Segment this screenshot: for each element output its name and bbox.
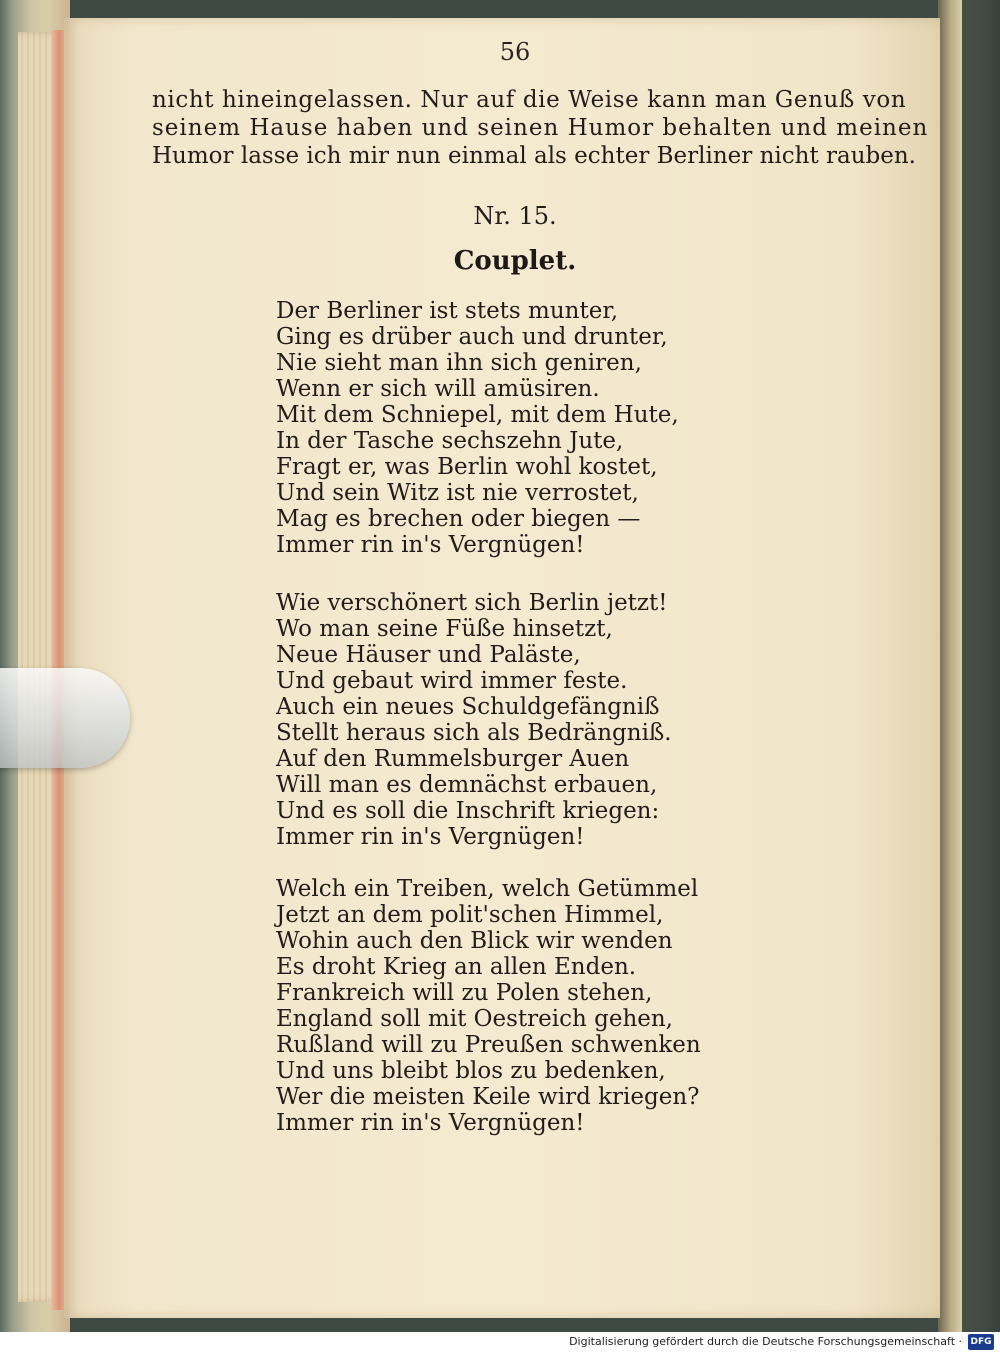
prose-line: nicht hineingelassen. Nur auf die Weise kann man Genuß von	[152, 87, 907, 113]
verse-line: Immer rin in's Vergnügen!	[276, 824, 585, 850]
verse-line: Und uns bleibt blos zu bedenken,	[276, 1058, 666, 1084]
verse-line: Wohin auch den Blick wir wenden	[276, 928, 673, 954]
verse-line: Neue Häuser und Paläste,	[276, 642, 581, 668]
verse-line: Welch ein Treiben, welch Getümmel	[276, 876, 699, 902]
prose-paragraph	[152, 86, 929, 170]
binding-shadow	[962, 0, 1000, 1332]
dfg-logo: DFG	[968, 1334, 994, 1350]
verse-line: England soll mit Oestreich gehen,	[276, 1006, 673, 1032]
verse-line: Wenn er sich will amüsiren.	[276, 376, 600, 402]
verse-line: Es droht Krieg an allen Enden.	[276, 954, 637, 980]
section-number: Nr. 15.	[473, 202, 557, 230]
verse-line: Mag es brechen oder biegen —	[276, 506, 641, 532]
verse-line: Jetzt an dem polit'schen Himmel,	[276, 902, 664, 928]
verse-line: Mit dem Schniepel, mit dem Hute,	[276, 402, 679, 428]
verse-line: Immer rin in's Vergnügen!	[276, 1110, 585, 1136]
verse-line: Ging es drüber auch und drunter,	[276, 324, 668, 350]
verse-line: Wie verschönert sich Berlin jetzt!	[276, 590, 668, 616]
page-number: 56	[499, 38, 531, 66]
attribution-footer	[0, 1332, 1000, 1354]
funding-notice: Digitalisierung gefördert durch die Deutsche Forschungsgemeinschaft ·	[569, 1335, 962, 1348]
verse-line: Auch ein neues Schuldgefängniß	[276, 694, 660, 720]
prose-line: seinem Hause haben und seinen Humor behalten und meinen	[152, 115, 929, 141]
verse-line: Der Berliner ist stets munter,	[276, 298, 619, 324]
stanza-1	[276, 298, 696, 558]
prose-line: Humor lasse ich mir nun einmal als echter Berliner nicht rauben.	[152, 143, 916, 169]
stanza-2	[276, 590, 696, 850]
verse-line: Frankreich will zu Polen stehen,	[276, 980, 653, 1006]
section-title: Couplet.	[453, 246, 577, 276]
verse-line: Fragt er, was Berlin wohl kostet,	[276, 454, 658, 480]
verse-line: Und gebaut wird immer feste.	[276, 668, 628, 694]
stanza-3	[276, 876, 701, 1136]
page-clip	[0, 668, 130, 768]
verse-line: Rußland will zu Preußen schwenken	[276, 1032, 701, 1058]
verse-line: In der Tasche sechszehn Jute,	[276, 428, 624, 454]
verse-line: Will man es demnächst erbauen,	[276, 772, 658, 798]
verse-line: Immer rin in's Vergnügen!	[276, 532, 585, 558]
verse-line: Stellt heraus sich als Bedrängniß.	[276, 720, 672, 746]
verse-line: Auf den Rummelsburger Auen	[276, 746, 630, 772]
verse-line: Wo man seine Füße hinsetzt,	[276, 616, 613, 642]
verse-line: Nie sieht man ihn sich geniren,	[276, 350, 642, 376]
verse-line: Wer die meisten Keile wird kriegen?	[276, 1084, 700, 1110]
verse-line: Und es soll die Inschrift kriegen:	[276, 798, 660, 824]
verse-line: Und sein Witz ist nie verrostet,	[276, 480, 639, 506]
